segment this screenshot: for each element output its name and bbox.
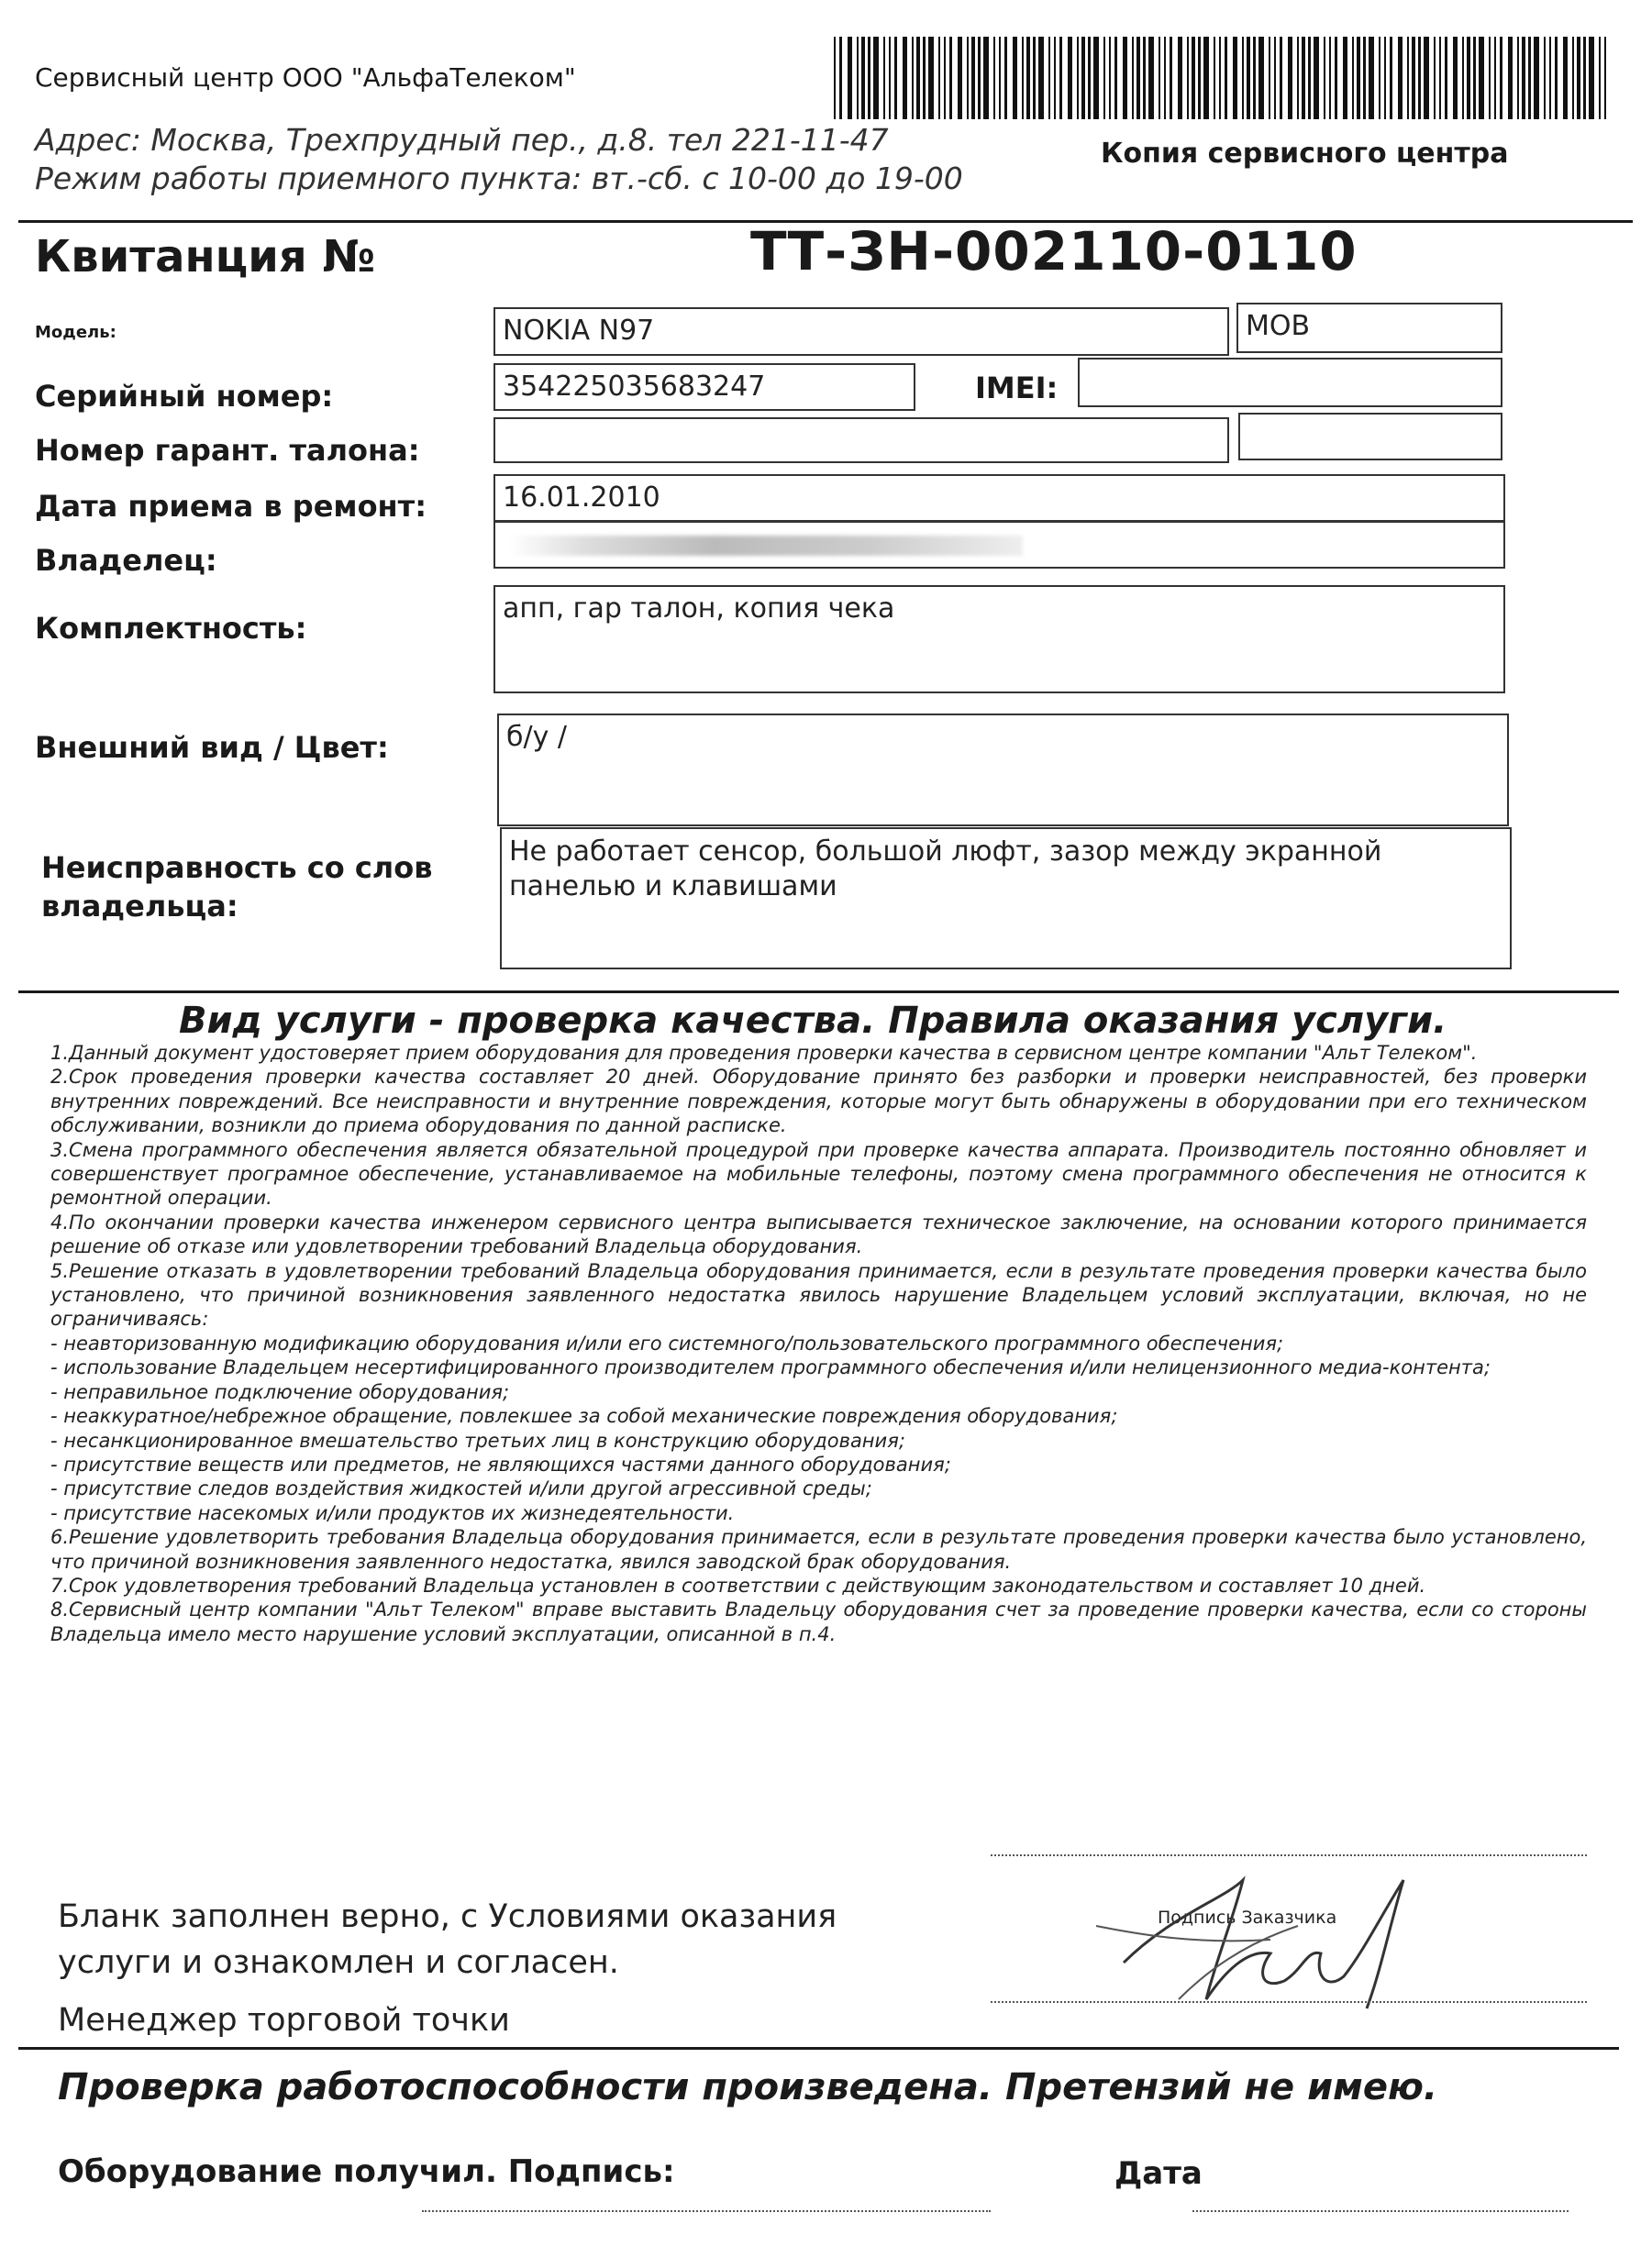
rule-item: 3.Смена программного обеспечения является обязательной процедурой при проверке качества аппарата. Производитель постоянно обновляет и совершенствует програмное обеспечение, устанавливаемое на мобильные телефоны, поэтому смена программного обеспечения не относится к ремонтной операции. bbox=[50, 1138, 1587, 1210]
date-received-field[interactable]: 16.01.2010 bbox=[493, 474, 1505, 522]
model-label: Модель: bbox=[35, 323, 116, 342]
rule-item: 5.Решение отказать в удовлетворении требований Владельца оборудования принимается, если в результате проведения проверки качества было установлено, что причиной возникновения заявленного недостатка явилось нарушение Владельцем условий эксплуатации, включая, но не ограничиваясь: bbox=[50, 1259, 1587, 1331]
signature-line-bottom bbox=[991, 2001, 1587, 2003]
signature-line-top bbox=[991, 1854, 1587, 1856]
received-label: Оборудование получил. Подпись: bbox=[58, 2153, 675, 2190]
agreement-line-2: услуги и ознакомлен и согласен. bbox=[58, 1944, 619, 1981]
imei-field[interactable] bbox=[1078, 358, 1502, 407]
rule-item: - неправильное подключение оборудования; bbox=[50, 1380, 510, 1403]
company-name: Сервисный центр ООО "АльфаТелеком" bbox=[35, 62, 576, 93]
rule-item: - неаккуратное/небрежное обращение, повлекшее за собой механические повреждения оборудования; bbox=[50, 1405, 1118, 1428]
owner-field[interactable] bbox=[493, 521, 1505, 569]
completeness-field[interactable]: апп, гар талон, копия чека bbox=[493, 585, 1505, 693]
agreement-line-1: Бланк заполнен верно, с Условиями оказания bbox=[58, 1898, 837, 1935]
hours-line: Режим работы приемного пункта: вт.-сб. с 10-00 до 19-00 bbox=[35, 160, 963, 196]
fault-label-line-2: владельца: bbox=[41, 889, 238, 924]
receipt-number: ТТ-ЗН-002110-0110 bbox=[750, 220, 1358, 282]
date-label: Дата bbox=[1114, 2155, 1203, 2192]
fault-field[interactable] bbox=[500, 827, 1512, 969]
imei-label: IMEI: bbox=[975, 371, 1059, 405]
model-field[interactable]: NOKIA N97 bbox=[493, 307, 1229, 356]
rule-item: - присутствие следов воздействия жидкостей и/или другой агрессивной среды; bbox=[50, 1477, 872, 1500]
rule-item: 7.Срок удовлетворения требований Владельца установлен в соответствии с действующим законодательством и составляет 10 дней. bbox=[50, 1574, 1426, 1597]
copy-label: Копия сервисного центра bbox=[1101, 138, 1509, 170]
serial-label: Серийный номер: bbox=[35, 379, 334, 414]
rule-item: 8.Сервисный центр компании "Альт Телеком" вправе выставить Владельцу оборудования счет за проведение проверки качества, если со стороны Владельца имело место нарушение условий эксплуатации, описанной в п.4. bbox=[50, 1599, 1587, 1645]
customer-signature bbox=[1087, 1862, 1436, 2018]
completeness-label: Комплектность: bbox=[35, 611, 307, 646]
received-signature-line bbox=[422, 2210, 991, 2212]
date-received-label: Дата приема в ремонт: bbox=[35, 489, 427, 524]
warranty-field[interactable] bbox=[493, 417, 1229, 463]
rule-item: - присутствие насекомых и/или продуктов их жизнедеятельности. bbox=[50, 1501, 735, 1524]
section-divider bbox=[18, 990, 1619, 993]
fault-text-line-1: Не работает сенсор, большой люфт, зазор между экранной bbox=[509, 835, 1382, 868]
manager-label: Менеджер торговой точки bbox=[58, 2002, 510, 2039]
warranty-extra-field[interactable] bbox=[1238, 413, 1502, 460]
rule-item: 4.По окончании проверки качества инженером сервисного центра выписывается техническое заключение, на основании которого принимается решение об отказе или удовлетворении требований Владельца оборудования. bbox=[50, 1211, 1587, 1258]
date-line bbox=[1192, 2210, 1569, 2212]
rule-item: - использование Владельцем несертифицированного производителем программного обеспечения и/или нелицензионного медиа-контента; bbox=[50, 1356, 1491, 1379]
redacted-owner-name bbox=[509, 536, 1023, 556]
barcode-image bbox=[830, 37, 1610, 119]
serial-field[interactable]: 354225035683247 bbox=[493, 363, 915, 411]
owner-label: Владелец: bbox=[35, 543, 217, 578]
rule-item: - неавторизованную модификацию оборудования и/или его системного/пользовательского программного обеспечения; bbox=[50, 1332, 1284, 1355]
agreement-text bbox=[58, 1894, 837, 1986]
receipt-label: Квитанция № bbox=[35, 231, 376, 282]
appearance-field[interactable]: б/у / bbox=[497, 714, 1509, 826]
warranty-label: Номер гарант. талона: bbox=[35, 433, 420, 468]
rule-item: - присутствие веществ или предметов, не являющихся частями данного оборудования; bbox=[50, 1453, 951, 1476]
rule-item: 1.Данный документ удостоверяет прием оборудования для проведения проверки качества в сервисном центре компании "Альт Телеком". bbox=[50, 1042, 1478, 1064]
check-statement: Проверка работоспособности произведена. Претензий не имею. bbox=[58, 2066, 1438, 2108]
footer-divider bbox=[18, 2047, 1619, 2050]
fault-label-line-1: Неисправность со слов bbox=[41, 850, 433, 885]
address-line: Адрес: Москва, Трехпрудный пер., д.8. тел 221-11-47 bbox=[35, 122, 889, 158]
appearance-label: Внешний вид / Цвет: bbox=[35, 730, 389, 765]
rule-item: 2.Срок проведения проверки качества составляет 20 дней. Оборудование принято без разборки и проверки неисправностей, без проверки внутренних повреждений. Все неисправности и внутренние повреждения, которые могут быть обнаружены в оборудовании при его техническом обслуживании, возникли до приема оборудования по данной расписке. bbox=[50, 1066, 1587, 1137]
model-code-field[interactable]: МОВ bbox=[1236, 303, 1502, 353]
fault-text-line-2: панелью и клавишами bbox=[509, 870, 837, 902]
rules-list bbox=[50, 1041, 1587, 1646]
rule-item: 6.Решение удовлетворить требования Владельца оборудования принимается, если в результате проведения проверки качества было установлено, что причиной возникновения заявленного недостатка, явился заводской брак оборудования. bbox=[50, 1526, 1587, 1573]
rules-title: Вид услуги - проверка качества. Правила оказания услуги. bbox=[179, 1000, 1447, 1042]
fault-label bbox=[41, 848, 432, 925]
rule-item: - несанкционированное вмешательство третьих лиц в конструкцию оборудования; bbox=[50, 1429, 905, 1452]
customer-signature-label: Подпись Заказчика bbox=[1158, 1908, 1337, 1928]
address-block bbox=[35, 121, 963, 198]
